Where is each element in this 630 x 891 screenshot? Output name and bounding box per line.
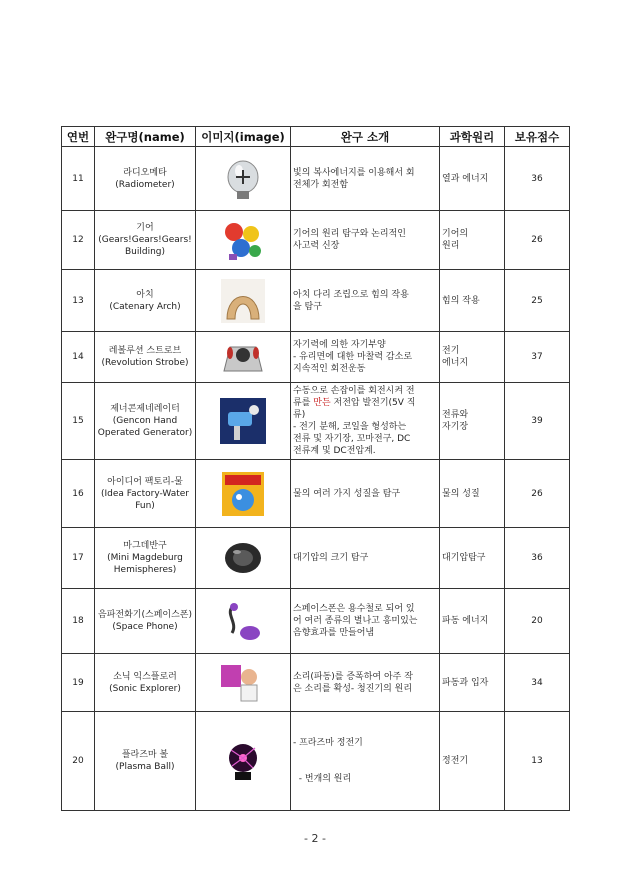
toy-score: 25 bbox=[505, 270, 570, 332]
toy-name bbox=[95, 383, 196, 460]
highlight-text: 만든 bbox=[313, 398, 331, 408]
toy-score: 20 bbox=[505, 589, 570, 654]
row-no: 20 bbox=[62, 712, 95, 811]
toy-name-en: (Gencon Hand Operated Generator) bbox=[97, 416, 193, 438]
toy-name-ko: 음파전화기(스페이스폰) bbox=[98, 610, 192, 620]
toy-intro: 스페이스폰은 용수철로 되어 있 어 여러 종류의 별나고 흥미있는 음향효과를 만들어냄 bbox=[291, 589, 440, 654]
page-number: - 2 - bbox=[304, 832, 326, 845]
toy-principle: 열과 에너지 bbox=[440, 147, 505, 211]
toy-principle: 파동 에너지 bbox=[440, 589, 505, 654]
toy-score: 39 bbox=[505, 383, 570, 460]
toy-image-cell bbox=[196, 460, 291, 528]
toy-principle: 정전기 bbox=[440, 712, 505, 811]
toy-intro: 빛의 복사에너지를 이용해서 회 전체가 회전함 bbox=[291, 147, 440, 211]
toy-intro: 기어의 원리 탐구와 논리적인 사고력 신장 bbox=[291, 211, 440, 270]
toy-principle: 기어의 원리 bbox=[440, 211, 505, 270]
strobe-image bbox=[220, 337, 266, 377]
toy-score: 36 bbox=[505, 528, 570, 589]
toy-principle: 파동과 입자 bbox=[440, 654, 505, 712]
toy-name bbox=[95, 654, 196, 712]
table-row bbox=[62, 589, 570, 654]
sonic-explorer-image bbox=[221, 661, 265, 705]
toy-intro: 물의 여러 가지 성질을 탐구 bbox=[291, 460, 440, 528]
row-no: 18 bbox=[62, 589, 95, 654]
toy-name-ko: 기어 bbox=[136, 223, 154, 233]
toy-name-en: (Sonic Explorer) bbox=[109, 683, 181, 694]
toy-intro: - 프라즈마 정전기 - 번개의 원리 bbox=[291, 712, 440, 811]
toy-name bbox=[95, 270, 196, 332]
header-principle: 과학원리 bbox=[440, 127, 505, 147]
toy-image-cell bbox=[196, 383, 291, 460]
toy-name bbox=[95, 712, 196, 811]
table-row bbox=[62, 712, 570, 811]
row-no: 16 bbox=[62, 460, 95, 528]
header-no: 연번 bbox=[62, 127, 95, 147]
header-intro: 완구 소개 bbox=[291, 127, 440, 147]
table-row bbox=[62, 528, 570, 589]
toy-principle: 힘의 작용 bbox=[440, 270, 505, 332]
toy-image-cell bbox=[196, 332, 291, 383]
toy-name-ko: 아이디어 팩토리-물 bbox=[107, 476, 183, 487]
table-header-row bbox=[62, 127, 570, 147]
toy-score: 36 bbox=[505, 147, 570, 211]
water-fun-image bbox=[222, 472, 264, 516]
toy-name-ko: 라디오메타 bbox=[123, 167, 167, 178]
radiometer-image bbox=[222, 157, 264, 201]
toy-name-en: (Idea Factory-Water Fun) bbox=[101, 488, 189, 511]
row-no: 13 bbox=[62, 270, 95, 332]
toy-name-ko: 소닉 익스플로러 bbox=[113, 671, 177, 682]
toy-principle: 물의 성질 bbox=[440, 460, 505, 528]
toy-name bbox=[95, 147, 196, 211]
toy-score: 26 bbox=[505, 460, 570, 528]
toy-image-cell bbox=[196, 589, 291, 654]
toy-name-en: (Catenary Arch) bbox=[109, 301, 181, 312]
table-row bbox=[62, 147, 570, 211]
toy-name-en: (Plasma Ball) bbox=[115, 762, 175, 772]
toy-name-ko: 플라즈마 볼 bbox=[121, 750, 169, 760]
row-no: 15 bbox=[62, 383, 95, 460]
toy-name-ko: 제너콘제네레이터 bbox=[110, 404, 180, 414]
toy-name-ko: 아치 bbox=[136, 289, 154, 300]
toy-intro: 대기압의 크기 탐구 bbox=[291, 528, 440, 589]
toy-image-cell bbox=[196, 211, 291, 270]
toy-name-ko: 마그데반구 bbox=[123, 541, 167, 551]
toy-score: 34 bbox=[505, 654, 570, 712]
gears-image bbox=[221, 218, 265, 262]
toy-image-cell bbox=[196, 147, 291, 211]
table-row bbox=[62, 383, 570, 460]
toy-image-cell bbox=[196, 270, 291, 332]
toy-name bbox=[95, 211, 196, 270]
table-row bbox=[62, 460, 570, 528]
table-row bbox=[62, 270, 570, 332]
toy-name-en: (Radiometer) bbox=[115, 179, 175, 190]
toy-image-cell bbox=[196, 654, 291, 712]
toy-score: 26 bbox=[505, 211, 570, 270]
table-row bbox=[62, 332, 570, 383]
toy-name-en: (Space Phone) bbox=[112, 622, 178, 632]
toy-name bbox=[95, 332, 196, 383]
toy-image-cell bbox=[196, 528, 291, 589]
toy-table bbox=[61, 126, 570, 811]
row-no: 11 bbox=[62, 147, 95, 211]
toy-name-en: (Gears!Gears!Gears! Building) bbox=[98, 235, 192, 257]
toy-intro: 수동으로 손잡이를 회전시켜 전 류를 만든 저전압 발전기(5V 직 류) - 전기 분해, 코일을 형성하는 전류 및 자기장, 꼬마전구, DC 전류계 및 DC전압계. bbox=[291, 383, 440, 460]
toy-principle: 전류와 자기장 bbox=[440, 383, 505, 460]
toy-name-en: (Revolution Strobe) bbox=[101, 358, 189, 368]
toy-name bbox=[95, 528, 196, 589]
toy-name-ko: 레볼루션 스트로브 bbox=[108, 346, 182, 356]
hemisphere-image bbox=[221, 537, 265, 579]
toy-score: 13 bbox=[505, 712, 570, 811]
toy-score: 37 bbox=[505, 332, 570, 383]
row-no: 14 bbox=[62, 332, 95, 383]
toy-intro: 아치 다리 조립으로 힘의 작용 을 탐구 bbox=[291, 270, 440, 332]
toy-principle: 전기 에너지 bbox=[440, 332, 505, 383]
row-no: 17 bbox=[62, 528, 95, 589]
header-image: 이미지(image) bbox=[196, 127, 291, 147]
header-name: 완구명(name) bbox=[95, 127, 196, 147]
row-no: 19 bbox=[62, 654, 95, 712]
generator-image bbox=[220, 398, 266, 444]
space-phone-image bbox=[222, 599, 264, 643]
plasma-ball-image bbox=[223, 740, 263, 782]
toy-name-en: (Mini Magdeburg Hemispheres) bbox=[107, 553, 183, 575]
table-row bbox=[62, 654, 570, 712]
arch-image bbox=[221, 279, 265, 323]
toy-intro: 자기력에 의한 자기부양 - 유리면에 대한 마찰력 감소로 지속적인 회전운동 bbox=[291, 332, 440, 383]
table-row bbox=[62, 211, 570, 270]
toy-intro: 소리(파동)를 증폭하여 아주 작 은 소리를 확성- 청진기의 원리 bbox=[291, 654, 440, 712]
toy-image-cell bbox=[196, 712, 291, 811]
header-score: 보유점수 bbox=[505, 127, 570, 147]
toy-principle: 대기압탐구 bbox=[440, 528, 505, 589]
toy-name bbox=[95, 589, 196, 654]
row-no: 12 bbox=[62, 211, 95, 270]
toy-name bbox=[95, 460, 196, 528]
